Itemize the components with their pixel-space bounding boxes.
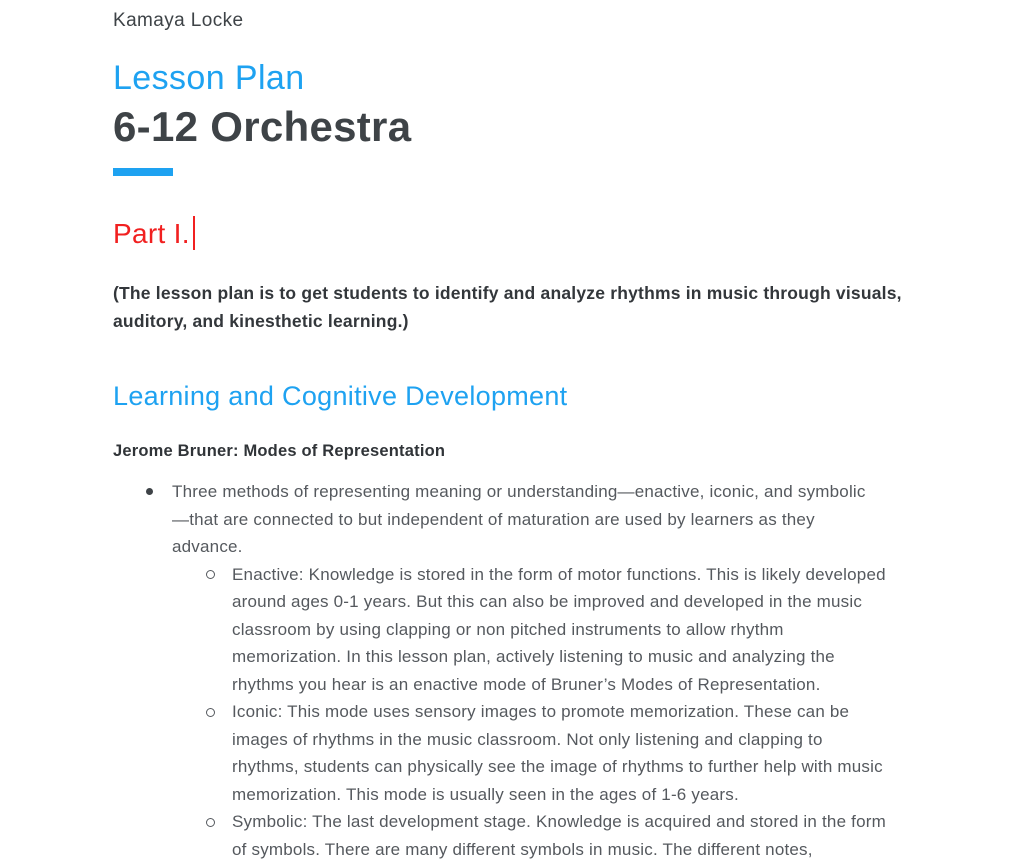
open-circle-bullet-icon — [206, 708, 215, 717]
list-item-iconic[interactable] — [113, 698, 902, 808]
list-item-enactive[interactable] — [113, 561, 902, 699]
part-heading-text: Part I. — [113, 218, 190, 249]
list-item-text: Symbolic: The last development stage. Knowledge is acquired and stored in the form of symbols. There are many different symbols in music. The different notes, — [232, 812, 886, 859]
document-title[interactable]: 6-12 Orchestra — [113, 103, 412, 150]
open-circle-bullet-icon — [206, 818, 215, 827]
section-subheading[interactable]: Jerome Bruner: Modes of Representation — [113, 442, 446, 460]
list-item-text: Three methods of representing meaning or understanding—enactive, iconic, and symbolic—that are connected to but independent of maturation are used by learners as they advance. — [172, 482, 866, 556]
document-subtitle[interactable]: Lesson Plan — [113, 59, 305, 97]
title-underline-bar — [113, 168, 173, 176]
filled-bullet-icon — [146, 488, 153, 495]
open-circle-bullet-icon — [206, 570, 215, 579]
part-heading[interactable] — [113, 216, 902, 252]
list-item-main[interactable] — [113, 478, 902, 561]
list-item-text: Iconic: This mode uses sensory images to promote memorization. These can be images of rhythms in the music classroom. Not only listening and clapping to rhythms, students can physically see the image of rhythms to further help with music memorization. This mode is usually seen in the ages of 1-6 years. — [232, 702, 883, 804]
list-item-symbolic[interactable] — [113, 808, 902, 863]
text-cursor — [193, 216, 195, 250]
author-name[interactable]: Kamaya Locke — [113, 10, 244, 31]
lesson-description[interactable]: (The lesson plan is to get students to identify and analyze rhythms in music through visuals, auditory, and kinesthetic learning.) — [113, 283, 902, 331]
bullet-list — [113, 478, 902, 863]
list-item-text: Enactive: Knowledge is stored in the form of motor functions. This is likely developed around ages 0-1 years. But this can also be improved and developed in the music classroom by using clapping or non pitched instruments to allow rhythm memorization. In this lesson plan, actively listening to music and analyzing the rhythms you hear is an enactive mode of Bruner’s Modes of Representation. — [232, 564, 886, 694]
section-heading[interactable]: Learning and Cognitive Development — [113, 381, 568, 411]
